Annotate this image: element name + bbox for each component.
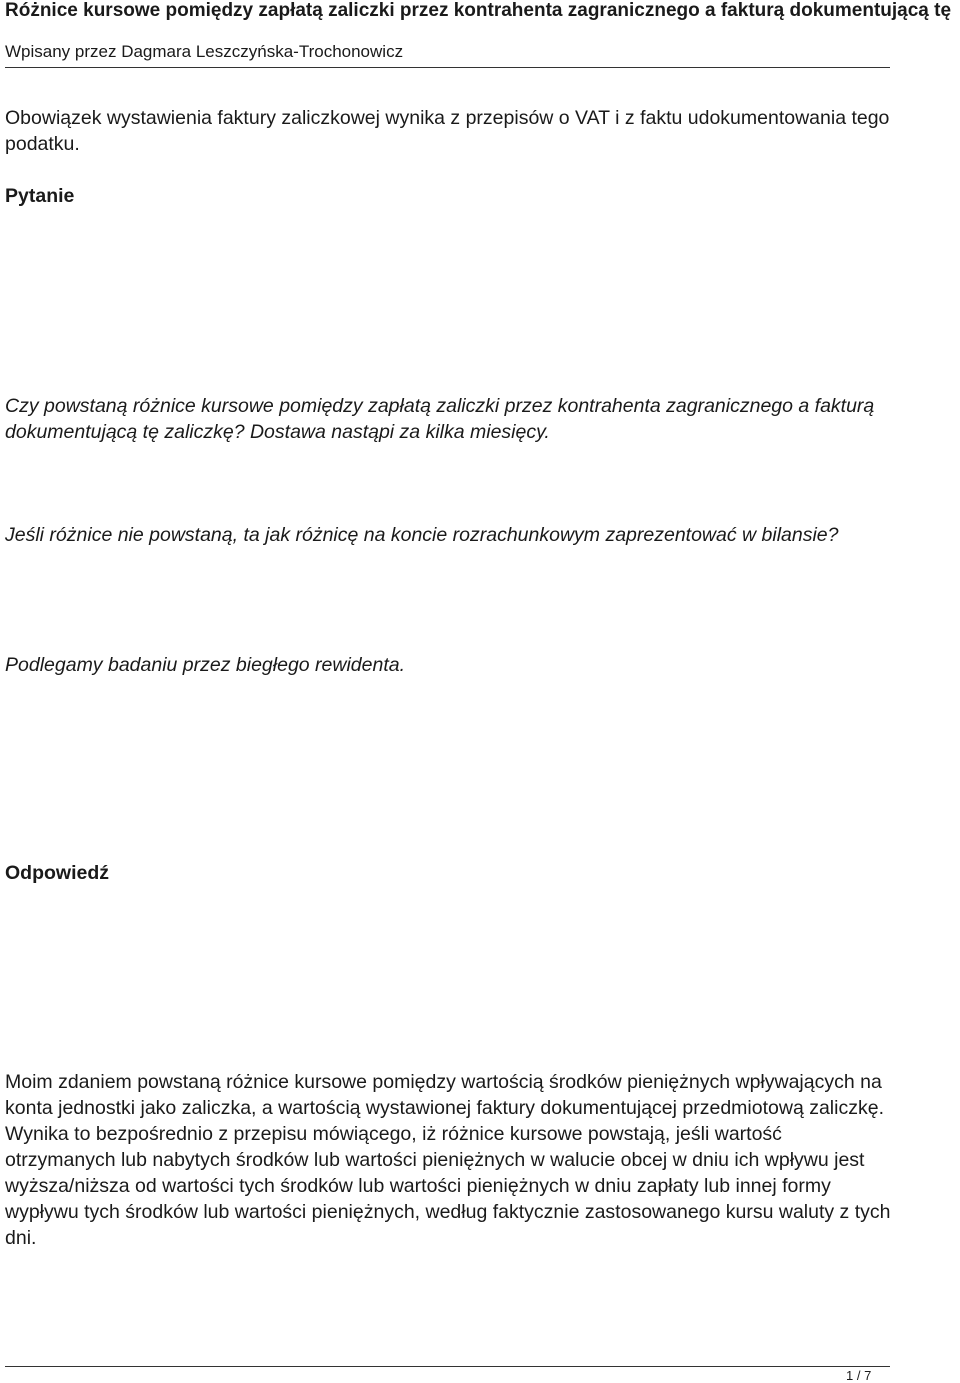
document-title: Różnice kursowe pomiędzy zapłatą zaliczki przez kontrahenta zagranicznego a fakturą dokumentującą tę bbox=[5, 0, 952, 21]
question-paragraph-3: Podlegamy badaniu przez biegłego rewidenta. bbox=[5, 654, 406, 676]
answer-heading: Odpowiedź bbox=[5, 862, 109, 884]
answer-paragraph-1: Moim zdaniem powstaną różnice kursowe pomiędzy wartością środków pieniężnych wpływających na konta jednostki jako zaliczka, a wartością wystawionej faktury dokumentującej przedmiotową zaliczkę. Wynika to bezpośrednio z przepisu mówiącego, iż różnice kursowe powstają, jeśli wartość otrzymanych lub nabytych środków lub wartości pieniężnych w walucie obcej w dniu ich wpływu jest wyższa/niższa od wartości tych środków lub wartości pieniężnych w dniu zapłaty lub innej formy wypływu tych środków lub wartości pieniężnych, według faktycznie zastosowanego kursu waluty z tych dni. bbox=[5, 1071, 891, 1249]
question-paragraph-2: Jeśli różnice nie powstaną, ta jak różnicę na koncie rozrachunkowym zaprezentować w bilansie? bbox=[5, 524, 839, 546]
header-divider bbox=[5, 67, 890, 68]
question-paragraph-1: Czy powstaną różnice kursowe pomiędzy zapłatą zaliczki przez kontrahenta zagranicznego a fakturą dokumentującą tę zaliczkę? Dostawa nastąpi za kilka miesięcy. bbox=[5, 395, 875, 443]
footer-divider bbox=[5, 1366, 890, 1367]
question-heading: Pytanie bbox=[5, 185, 75, 207]
author-line: Wpisany przez Dagmara Leszczyńska-Trochonowicz bbox=[5, 42, 404, 61]
page-number: 1 / 7 bbox=[846, 1368, 872, 1383]
intro-paragraph: Obowiązek wystawienia faktury zaliczkowej wynika z przepisów o VAT i z faktu udokumentowania tego podatku. bbox=[5, 107, 890, 155]
